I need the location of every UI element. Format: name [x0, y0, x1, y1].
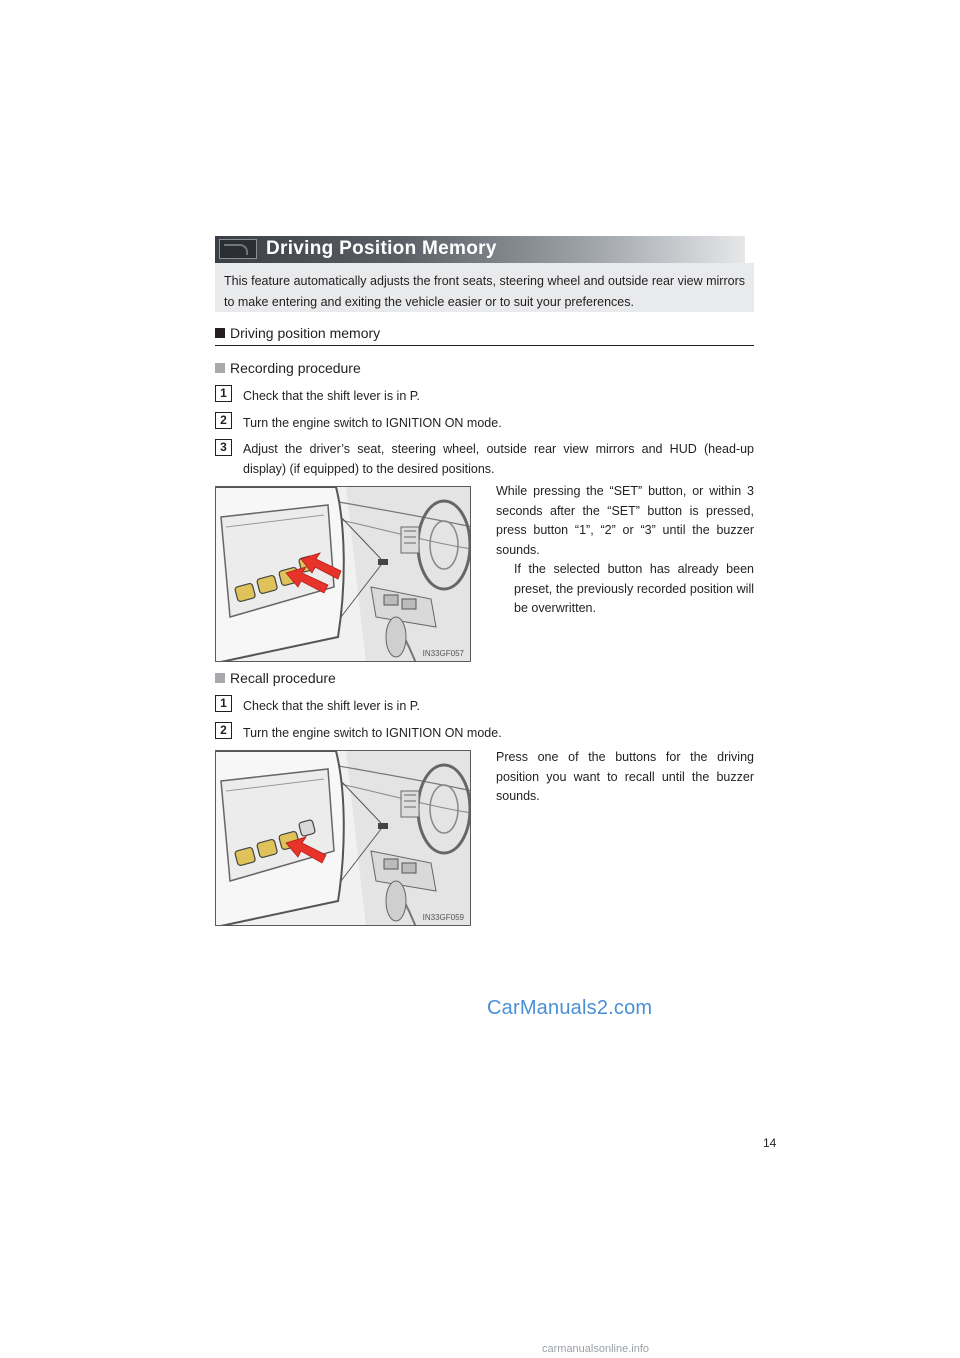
step-number: 3 — [215, 439, 232, 456]
door-panel-illustration — [216, 751, 471, 926]
section-heading-label: Driving position memory — [230, 325, 381, 341]
step-number: 2 — [215, 412, 232, 429]
recall-step-3: Press one of the buttons for the driving position you want to recall until the buzzer sounds. — [496, 750, 754, 803]
recording-step-3: Adjust the driver’s seat, steering wheel, outside rear view mirrors and HUD (head-up display) (if equipped) to the desired positions. — [243, 442, 754, 476]
figure-code: IN33GF057 — [422, 649, 464, 658]
recording-step-4-note: If the selected button has already been preset, the previously recorded position will be overwritten. — [514, 562, 754, 615]
recall-heading-label: Recall procedure — [230, 670, 336, 686]
recording-heading-label: Recording procedure — [230, 360, 361, 376]
square-bullet-icon — [215, 363, 225, 373]
page-title: Driving Position Memory — [266, 238, 497, 259]
footer-watermark: carmanualsonline.info — [542, 1343, 650, 1355]
intro-text: This feature automatically adjusts the front seats, steering wheel and outside rear view mirrors to make entering and exiting the vehicle easier or to suit your preferences. — [215, 263, 754, 312]
figure-code: IN33GF059 — [422, 913, 464, 922]
step-number: 2 — [215, 722, 232, 739]
page-number: 14 — [763, 1136, 777, 1150]
recording-step-4: While pressing the “SET” button, or within 3 seconds after the “SET” button is pressed, press button “1”, “2” or “3” until the buzzer sounds. — [496, 484, 754, 557]
figure-memory-buttons-recall — [215, 750, 471, 926]
door-panel-illustration — [216, 487, 471, 662]
figure-memory-buttons-set — [215, 486, 471, 662]
square-bullet-icon — [215, 673, 225, 683]
seat-memory-icon — [219, 239, 257, 259]
step-number: 1 — [215, 385, 232, 402]
watermark-link[interactable]: CarManuals2.com — [487, 997, 653, 1019]
section-heading — [215, 325, 754, 346]
recording-step-1: Check that the shift lever is in P. — [243, 389, 420, 403]
recall-heading — [215, 670, 336, 686]
recall-step-1: Check that the shift lever is in P. — [243, 699, 420, 713]
step-number: 1 — [215, 695, 232, 712]
recording-heading — [215, 360, 361, 376]
recall-step-2: Turn the engine switch to IGNITION ON mode. — [243, 726, 502, 740]
square-bullet-icon — [215, 328, 225, 338]
recording-step-2: Turn the engine switch to IGNITION ON mode. — [243, 416, 502, 430]
